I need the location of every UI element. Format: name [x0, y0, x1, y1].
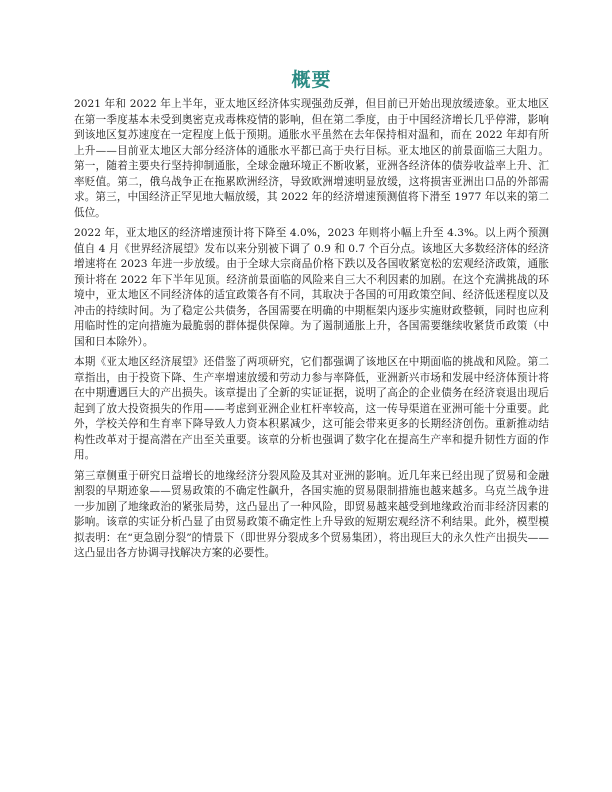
- paragraph-1: 2021 年和 2022 年上半年，亚太地区经济体实现强劲反弹，但目前已开始出现放缓迹象。亚太地区在第一季度基本未受到奥密克戎毒株疫情的影响，但在第二季度，由于中国经济增长几乎停滞，影响到该地区复苏速度在一定程度上低于预期。通胀水平虽然在去年保持相对温和，而在 2022 年却有所上升——目前亚太地区大部分经济体的通胀水平都已高于央行目标。亚太地区的前景面临三大阻力。第一，随着主要央行坚持抑制通胀，全球金融环境正不断收紧，亚洲各经济体的债券收益率上升、汇率贬值。第二，俄乌战争正在拖累欧洲经济，导致欧洲增速明显放缓，这将损害亚洲出口品的外部需求。第三，中国经济正罕见地大幅放缓，其 2022 年的经济增速预测值将下滑至 1977 年以来的第二低位。: [74, 98, 549, 219]
- paragraph-2: 2022 年，亚太地区的经济增速预计将下降至 4.0%，2023 年则将小幅上升至 4.3%。以上两个预测值自 4 月《世界经济展望》发布以来分别被下调了 0.9 和 0.7 个百分点。该地区大多数经济体的经济增速将在 2023 年进一步放缓。由于全球大宗商品价格下跌以及各国收紧宽松的宏观经济政策，通胀预计将在 2022 年下半年见顶。经济前景面临的风险来自三大不利因素的加剧。在这个充满挑战的环境中，亚太地区不同经济体的适宜政策各有不同，其取决于各国的可用政策空间、经济低迷程度以及冲击的持续时间。为了稳定公共债务，各国需要在明确的中期框架内逐步实施财政整顿，同时也应利用临时性的定向措施为最脆弱的群体提供保障。为了遏制通胀上升，各国需要继续收紧货币政策（中国和日本除外）。: [74, 227, 549, 348]
- paragraph-4: 第三章侧重于研究日益增长的地缘经济分裂风险及其对亚洲的影响。近几年来已经出现了贸易和金融割裂的早期迹象——贸易政策的不确定性飙升，各国实施的贸易限制措施也越来越多。乌克兰战争进一步加剧了地缘政治的紧张局势，这凸显出了一种风险，即贸易越来越受到地缘政治而非经济因素的影响。该章的实证分析凸显了由贸易政策不确定性上升导致的短期宏观经济不利结果。此外，模型模拟表明：在“更急剧分裂”的情景下（即世界分裂成多个贸易集团），将出现巨大的永久性产出损失——这凸显出各方协调寻找解决方案的必要性。: [74, 469, 549, 559]
- page-title: 概要: [291, 69, 332, 91]
- document-page: [74, 68, 549, 567]
- paragraph-3: 本期《亚太地区经济展望》还借鉴了两项研究，它们都强调了该地区在中期面临的挑战和风险。第二章指出，由于投资下降、生产率增速放缓和劳动力参与率降低，亚洲新兴市场和发展中经济体预计将在中期遭遇巨大的产出损失。该章提出了全新的实证证据，说明了高企的企业债务在经济衰退出现后起到了放大投资损失的作用——考虑到亚洲企业杠杆率较高，这一传导渠道在亚洲可能十分重要。此外，学校关停和生育率下降导致人力资本积累减少，这可能会带来更多的长期经济创伤。重新推动结构性改革对于提高潜在产出至关重要。该章的分析也强调了数字化在提高生产率和提升韧性方面的作用。: [74, 356, 549, 461]
